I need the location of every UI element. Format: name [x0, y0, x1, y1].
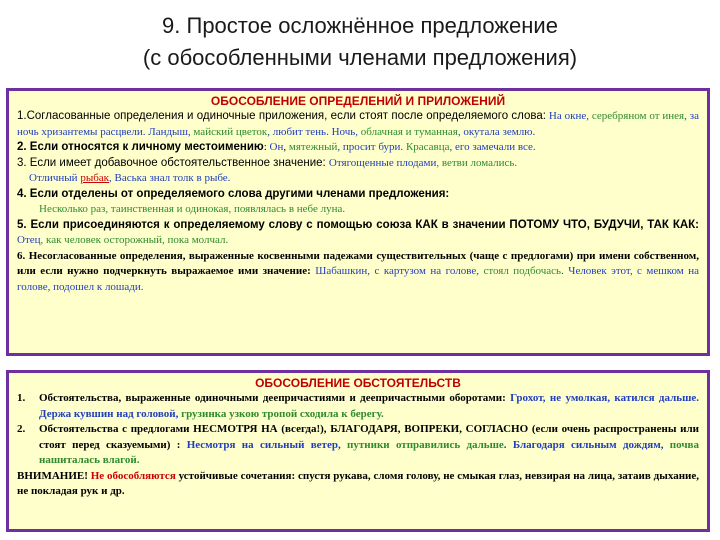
rule-6-example-highlight: стоял подбочась — [483, 265, 562, 277]
rule-2-text: 2. Если относятся к личному местоимению — [17, 141, 264, 153]
rule-2-example: , просит бури. — [337, 141, 406, 153]
rule-1 — [17, 109, 699, 140]
item-2-text — [39, 422, 699, 469]
rule-6-example: Шабашкин — [315, 265, 368, 277]
rule-5 — [17, 218, 699, 249]
rule-2 — [17, 140, 699, 156]
rule-3-example-2 — [17, 171, 699, 187]
title-line-1: 9. Простое осложнённое предложение — [162, 13, 558, 38]
rule-1-text: 1.Согласованные определения и одиночные приложения, если стоят после определяемого слова — [17, 110, 543, 122]
item-2-example: . Благодаря сильным дождям, — [503, 438, 670, 451]
rule-2-comma: , — [283, 141, 289, 153]
rule-5-example-highlight: , как человек осторожный, пока молчал. — [40, 234, 229, 246]
rule-1-example: , окутала землю. — [457, 125, 536, 138]
circumstances-heading: ОБОСОБЛЕНИЕ ОБСТОЯТЕЛЬСТВ — [255, 376, 461, 390]
rule-2-example: , его замечали все. — [449, 141, 536, 153]
rule-1-example: , любит тень. Ночь, — [267, 125, 361, 138]
rule-6-example: , с картузом на голове, — [367, 265, 484, 277]
rule-3-example: Отличный — [29, 172, 81, 184]
item-2-number: 2. — [17, 423, 26, 435]
circumstance-item-1 — [17, 391, 699, 422]
rule-3-example: , Васька знал толк в рыбе. — [109, 172, 231, 184]
rule-1-example: , за ночь хризантемы расцвели. Ландыш, — [17, 110, 699, 138]
rule-2-example: Он — [269, 141, 284, 153]
slide-title — [0, 10, 720, 74]
rule-2-example-highlight: мятежный — [288, 141, 338, 153]
rule-4-text: 4. Если отделены от определяемого слова другими членами предложения: — [17, 187, 450, 200]
attention-note — [17, 469, 699, 500]
definitions-box — [6, 88, 710, 356]
rule-5-example: Отец — [17, 234, 41, 246]
rule-2-example-highlight: Красавца — [405, 141, 450, 153]
rule-3-text: 3. Если имеет добавочное обстоятельственное значение: — [17, 156, 329, 169]
rule-1-example: На окне, — [546, 110, 592, 122]
item-1-text — [39, 391, 699, 422]
attention-label: ВНИМАНИЕ! — [17, 469, 91, 482]
rule-1-example-highlight: облачная и туманная — [360, 125, 458, 138]
rule-6 — [17, 249, 699, 296]
item-2-rule: Обстоятельства с предлогами НЕСМОТРЯ НА (всегда!), БЛАГОДАРЯ, ВОПРЕКИ, СОГЛАСНО (если очень распространены или стоят перед сказуемыми) : — [39, 423, 699, 451]
item-1-example: , не умолкая, катился дальше. Держа кувшин над головой, — [39, 392, 699, 420]
rule-3-example: Отягощенные плодами — [328, 156, 437, 169]
item-1-rule: Обстоятельства, выраженные одиночными деепричастиями и деепричастными оборотами: — [39, 392, 511, 404]
definitions-heading: ОБОСОБЛЕНИЕ ОПРЕДЕЛЕНИЙ И ПРИЛОЖЕНИЙ — [210, 94, 506, 108]
item-2-example-highlight: почва нашиталась влагой. — [39, 438, 699, 466]
rule-3 — [17, 156, 699, 172]
item-1-example-highlight: грузинка узкою тропой сходила к берегу. — [181, 407, 384, 420]
rule-1-example-highlight: серебряном от инея — [591, 110, 685, 122]
rule-3-example-underlined: рыбак — [80, 172, 110, 184]
rule-4-example: Несколько раз, таинственная и одинокая, появлялась в небе луна. — [39, 203, 346, 215]
attention-emphasis: Не обособляются — [90, 469, 176, 482]
rule-4 — [17, 187, 699, 203]
rule-4-example-line — [17, 202, 699, 218]
rule-6-text: 6. Несогласованные определения, выраженные косвенными падежами существительных (чаще с предлогами) при имени собственном, или если нужно подчеркнуть выражаемое ими значение: — [17, 249, 699, 277]
item-1-example: Грохот — [510, 392, 543, 404]
title-line-2: (с обособленными членами предложения) — [142, 45, 578, 70]
rule-1-colon: : — [542, 110, 546, 122]
circumstance-item-2 — [17, 422, 699, 469]
item-2-example-highlight: путники отправились дальше — [347, 438, 504, 451]
rule-3-example-highlight: , ветви ломались. — [436, 156, 518, 169]
rule-6-example: . Человек этот, с мешком на голове, подошел к лошади. — [17, 265, 699, 293]
rule-5-text: 5. Если присоединяются к определяемому слову с помощью союза КАК в значении ПОТОМУ ЧТО, БУДУЧИ, ТАК КАК: — [17, 218, 699, 231]
rule-1-example-highlight: майский цветок — [193, 125, 268, 138]
item-1-number: 1. — [17, 392, 26, 404]
rule-2-colon: : — [263, 141, 270, 153]
attention-text: устойчивые сочетания: спустя рукава, сломя голову, не смыкая глаз, невзирая на лица, затаив дыхание, не покладая рук и др. — [17, 469, 700, 497]
item-2-example: Несмотря на сильный ветер, — [186, 438, 348, 451]
circumstances-box — [6, 370, 710, 532]
